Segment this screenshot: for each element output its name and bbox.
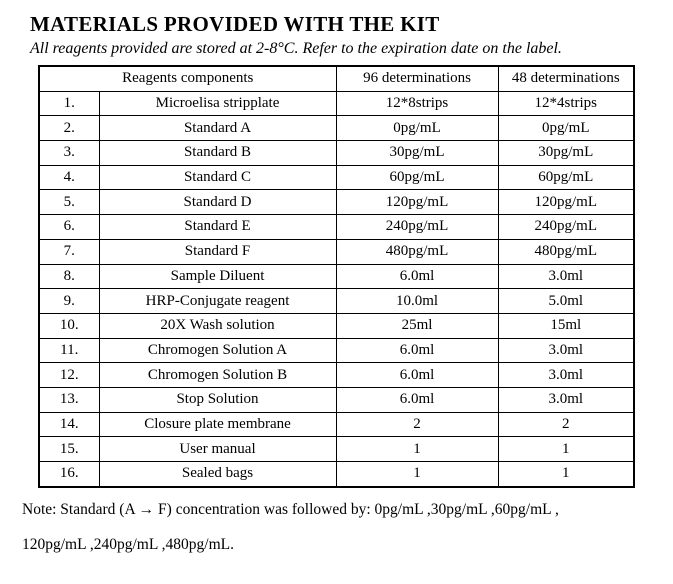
value-48-determinations: 120pg/mL [498, 190, 634, 215]
value-48-determinations: 2 [498, 412, 634, 437]
row-number: 15. [39, 437, 99, 462]
row-number: 2. [39, 116, 99, 141]
reagent-name: Chromogen Solution B [99, 363, 336, 388]
reagent-name: Standard C [99, 165, 336, 190]
row-number: 4. [39, 165, 99, 190]
value-96-determinations: 480pg/mL [336, 239, 498, 264]
reagent-name: Standard F [99, 239, 336, 264]
value-48-determinations: 30pg/mL [498, 141, 634, 166]
table-row [39, 387, 634, 412]
table-row [39, 437, 634, 462]
table-row [39, 239, 634, 264]
value-48-determinations: 0pg/mL [498, 116, 634, 141]
table-row [39, 289, 634, 314]
row-number: 8. [39, 264, 99, 289]
value-48-determinations: 5.0ml [498, 289, 634, 314]
value-96-determinations: 1 [336, 462, 498, 487]
reagent-name: Sealed bags [99, 462, 336, 487]
table-row [39, 338, 634, 363]
table-header-row [39, 66, 634, 91]
value-96-determinations: 6.0ml [336, 363, 498, 388]
value-48-determinations: 1 [498, 462, 634, 487]
value-96-determinations: 0pg/mL [336, 116, 498, 141]
row-number: 6. [39, 215, 99, 240]
value-96-determinations: 60pg/mL [336, 165, 498, 190]
note-line-2: 120pg/mL ,240pg/mL ,480pg/mL. [22, 535, 234, 553]
column-header-96-determinations: 96 determinations [336, 66, 498, 91]
table-row [39, 190, 634, 215]
row-number: 16. [39, 462, 99, 487]
table-row [39, 91, 634, 116]
row-number: 1. [39, 91, 99, 116]
row-number: 3. [39, 141, 99, 166]
value-96-determinations: 10.0ml [336, 289, 498, 314]
value-48-determinations: 60pg/mL [498, 165, 634, 190]
reagent-name: Standard E [99, 215, 336, 240]
reagent-name: Standard A [99, 116, 336, 141]
row-number: 14. [39, 412, 99, 437]
reagent-name: User manual [99, 437, 336, 462]
reagent-name: HRP-Conjugate reagent [99, 289, 336, 314]
value-96-determinations: 30pg/mL [336, 141, 498, 166]
table-row [39, 313, 634, 338]
reagent-name: Closure plate membrane [99, 412, 336, 437]
row-number: 11. [39, 338, 99, 363]
value-96-determinations: 6.0ml [336, 264, 498, 289]
value-96-determinations: 1 [336, 437, 498, 462]
reagent-name: Sample Diluent [99, 264, 336, 289]
reagent-name: Stop Solution [99, 387, 336, 412]
value-48-determinations: 3.0ml [498, 387, 634, 412]
value-48-determinations: 3.0ml [498, 264, 634, 289]
value-48-determinations: 3.0ml [498, 338, 634, 363]
row-number: 5. [39, 190, 99, 215]
value-96-determinations: 2 [336, 412, 498, 437]
table-row [39, 412, 634, 437]
column-header-48-determinations: 48 determinations [498, 66, 634, 91]
page-title: MATERIALS PROVIDED WITH THE KIT [30, 12, 440, 36]
value-48-determinations: 1 [498, 437, 634, 462]
value-48-determinations: 12*4strips [498, 91, 634, 116]
reagent-name: Standard D [99, 190, 336, 215]
value-48-determinations: 3.0ml [498, 363, 634, 388]
value-96-determinations: 120pg/mL [336, 190, 498, 215]
row-number: 7. [39, 239, 99, 264]
row-number: 12. [39, 363, 99, 388]
reagent-name: 20X Wash solution [99, 313, 336, 338]
table-row [39, 165, 634, 190]
value-48-determinations: 480pg/mL [498, 239, 634, 264]
reagent-name: Standard B [99, 141, 336, 166]
row-number: 13. [39, 387, 99, 412]
value-48-determinations: 240pg/mL [498, 215, 634, 240]
value-96-determinations: 25ml [336, 313, 498, 338]
table-row [39, 264, 634, 289]
table-row [39, 462, 634, 487]
table-row [39, 215, 634, 240]
row-number: 9. [39, 289, 99, 314]
note-line-1: Note: Standard (A → F) concentration was followed by: 0pg/mL ,30pg/mL ,60pg/mL , [22, 500, 559, 518]
value-96-determinations: 240pg/mL [336, 215, 498, 240]
table-row [39, 363, 634, 388]
storage-instruction-text: All reagents provided are stored at 2-8°C. Refer to the expiration date on the label. [30, 40, 562, 57]
row-number: 10. [39, 313, 99, 338]
materials-table [38, 65, 635, 488]
value-96-determinations: 12*8strips [336, 91, 498, 116]
reagent-name: Chromogen Solution A [99, 338, 336, 363]
table-row [39, 141, 634, 166]
table-row [39, 116, 634, 141]
value-96-determinations: 6.0ml [336, 387, 498, 412]
value-48-determinations: 15ml [498, 313, 634, 338]
column-header-reagents-components: Reagents components [39, 66, 336, 91]
value-96-determinations: 6.0ml [336, 338, 498, 363]
reagent-name: Microelisa stripplate [99, 91, 336, 116]
